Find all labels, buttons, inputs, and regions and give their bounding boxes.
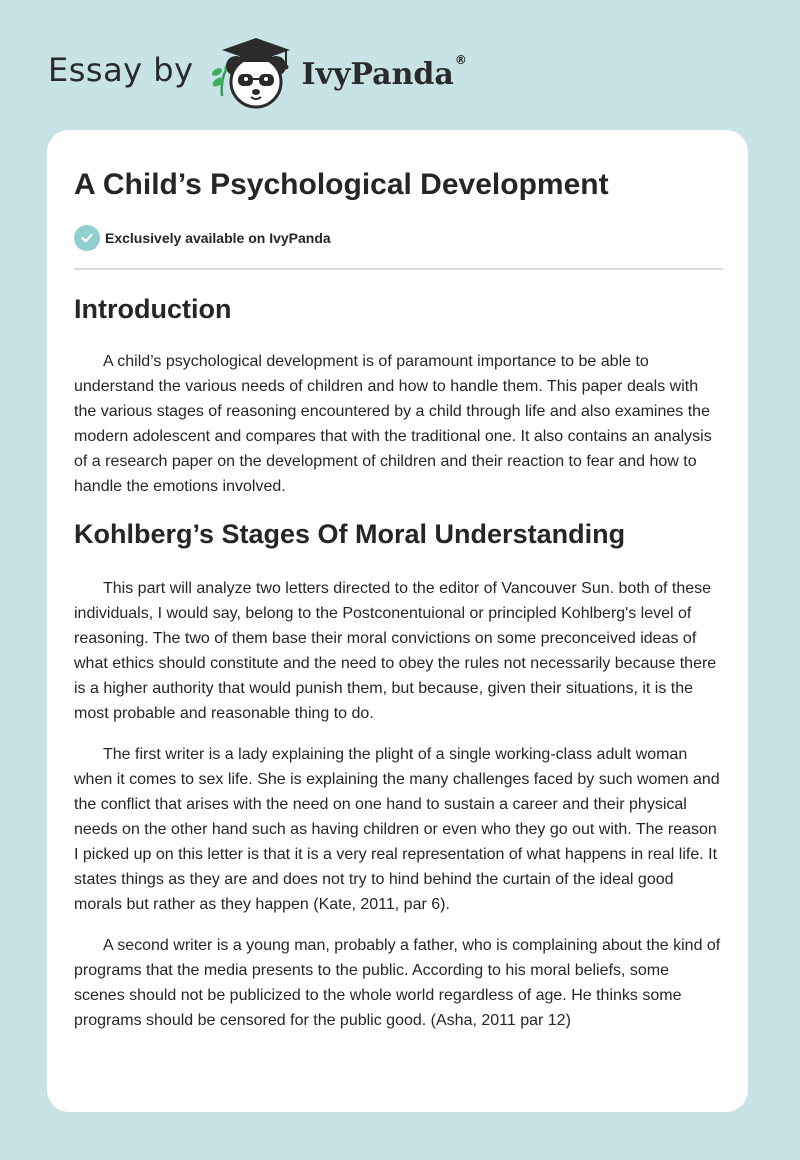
paragraph: This part will analyze two letters directed to the editor of Vancouver Sun. both of these individuals, I would say, belong to the Postconentuional or principled Kohlberg's level of reasoning. The two of them base their moral convictions on some preconceived ideas of what ethics should constitute and the need to obey the rules not necessarily because there is a higher authority that would punish them, but because, given their situations, it is the most probable and reasonable thing to do. [74, 580, 717, 722]
exclusive-badge [74, 225, 722, 251]
essay-card [47, 130, 748, 1112]
registered-mark: ® [454, 53, 467, 67]
paragraph: A child’s psychological development is of paramount importance to be able to understand the various needs of children and how to handle them. This paper deals with the various stages of reasoning encountered by a child through life and also examines the modern adolescent and compares that with the traditional one. It also contains an analysis of a research paper on the development of children and their reaction to fear and how to handle the emotions involved. [74, 353, 712, 495]
checkmark-icon [74, 225, 100, 251]
essay-title: A Child’s Psychological Development [74, 168, 609, 201]
section-heading-kohlberg: Kohlberg’s Stages Of Moral Understanding [74, 519, 626, 549]
brand-name: IvyPanda [301, 56, 454, 92]
brand-logo[interactable] [48, 34, 467, 110]
section-heading-introduction: Introduction [74, 294, 232, 324]
panda-mascot-icon [208, 34, 300, 110]
brand-prefix: Essay by [48, 51, 194, 89]
paragraph: The first writer is a lady explaining the plight of a single working-class adult woman when it comes to sex life. She is explaining the many challenges faced by such women and the conflict that arises with the need on one hand to sustain a career and their physical needs on the other hand such as having children or even who they go out with. The reason I picked up on this letter is that it is a very real representation of what happens in real life. It states things as they are and does not try to hind behind the curtain of the ideal good morals but rather as they happen (Kate, 2011, par 6). [74, 746, 720, 913]
exclusive-label: Exclusively available on IvyPanda [105, 230, 331, 246]
divider [74, 268, 723, 270]
paragraph: A second writer is a young man, probably a father, who is complaining about the kind of programs that the media presents to the public. According to his moral beliefs, some scenes should not be publicized to the whole world regardless of age. He thinks some programs should be censored for the public good. (Asha, 2011 par 12) [74, 937, 721, 1029]
